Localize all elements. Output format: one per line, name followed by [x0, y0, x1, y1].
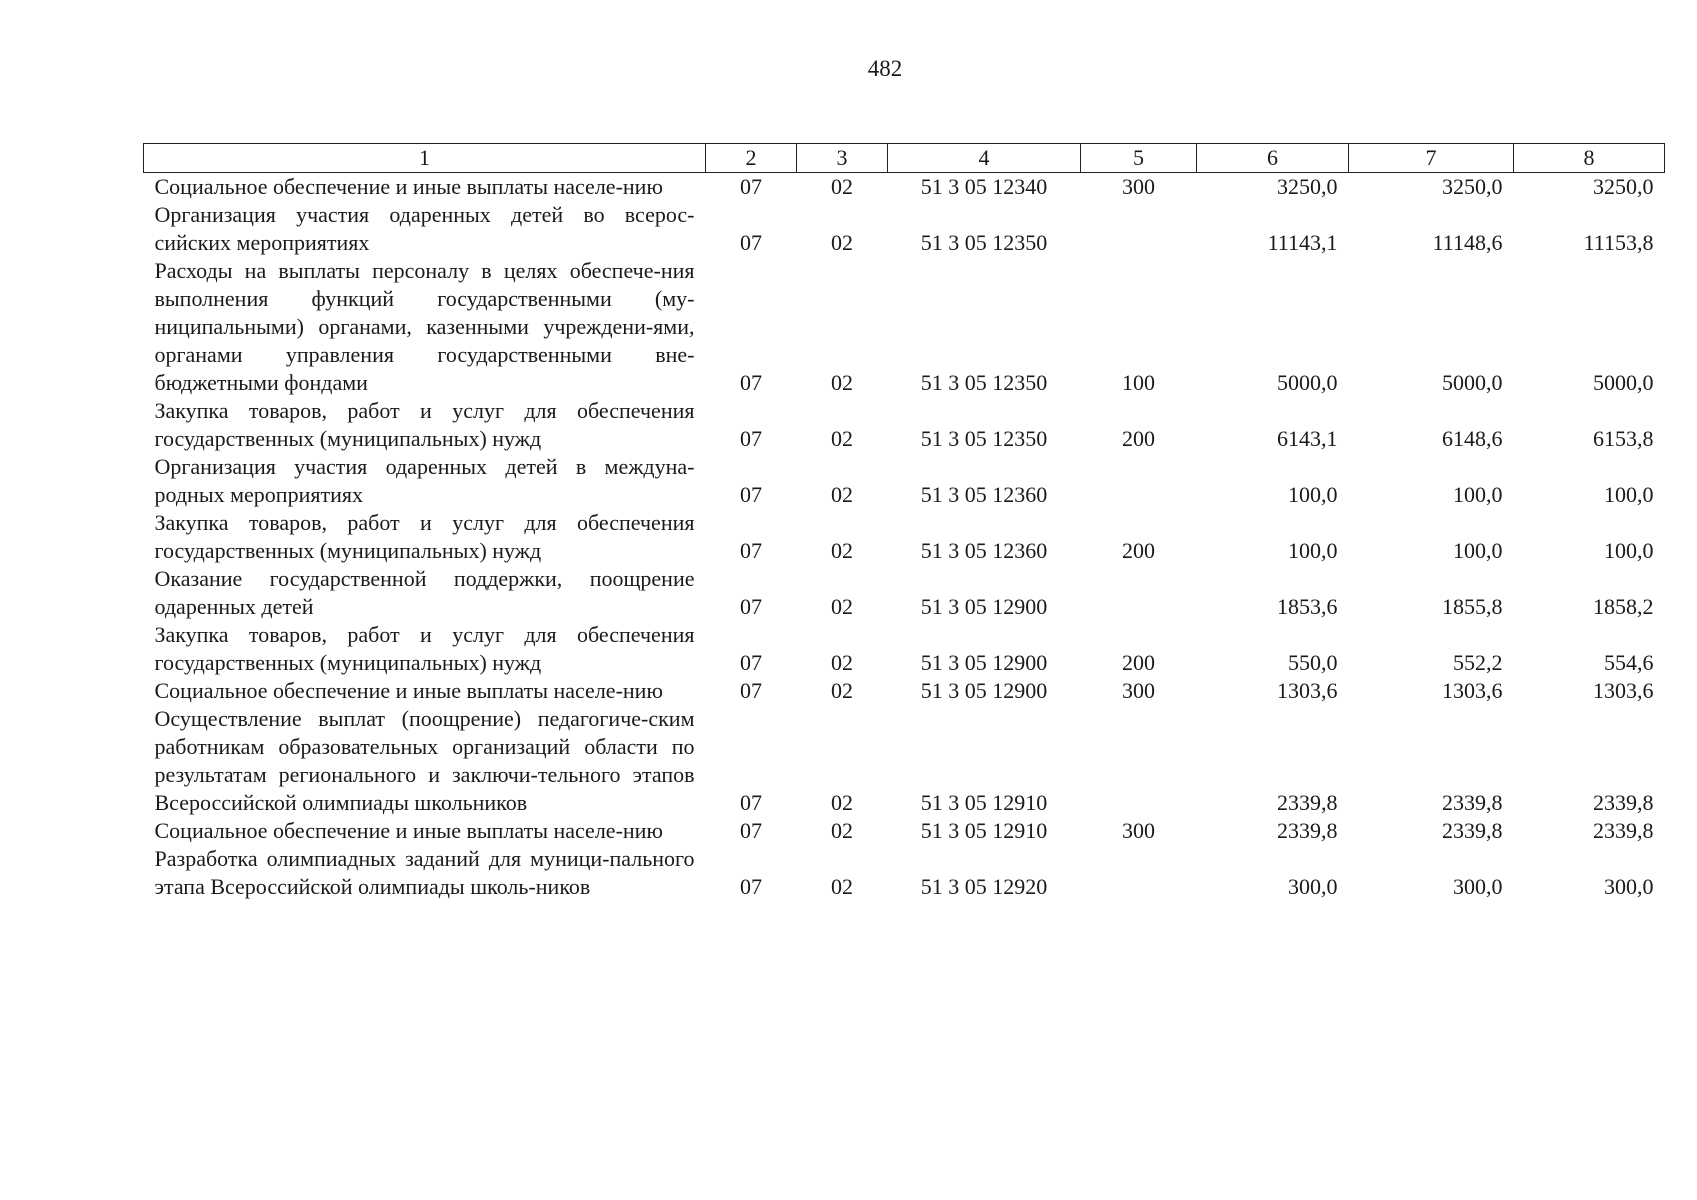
row-section: 07	[740, 230, 762, 255]
row-value-year-1: 5000,0	[1277, 370, 1338, 395]
column-header-6: 6	[1197, 144, 1349, 173]
row-value-year-3: 6153,8	[1593, 426, 1654, 451]
row-value-year-3: 5000,0	[1593, 370, 1654, 395]
table-row	[144, 173, 1665, 202]
row-subsection: 02	[831, 818, 853, 843]
table-row	[144, 509, 1665, 565]
row-expense-type: 300	[1122, 818, 1155, 843]
row-target-code: 51 3 05 12900	[920, 594, 1048, 619]
row-subsection: 02	[831, 230, 853, 255]
row-subsection: 02	[831, 370, 853, 395]
row-value-year-2: 6148,6	[1442, 426, 1503, 451]
row-description: Социальное обеспечение и иные выплаты населе-нию	[154, 174, 663, 199]
table-row	[144, 621, 1665, 677]
row-target-code: 51 3 05 12340	[920, 174, 1048, 199]
row-value-year-3: 1303,6	[1593, 678, 1654, 703]
row-expense-type: 300	[1122, 678, 1155, 703]
row-subsection: 02	[831, 482, 853, 507]
row-value-year-3: 2339,8	[1593, 818, 1654, 843]
table-row	[144, 257, 1665, 397]
header-row	[144, 144, 1665, 173]
row-subsection: 02	[831, 538, 853, 563]
table-row	[144, 705, 1665, 817]
row-value-year-2: 2339,8	[1442, 790, 1503, 815]
row-subsection: 02	[831, 874, 853, 899]
row-value-year-1: 2339,8	[1277, 790, 1338, 815]
row-value-year-2: 2339,8	[1442, 818, 1503, 843]
row-description: Разработка олимпиадных заданий для муници-пального этапа Всероссийской олимпиады школь-ников	[154, 846, 695, 899]
row-subsection: 02	[831, 790, 853, 815]
row-value-year-1: 1303,6	[1277, 678, 1338, 703]
row-value-year-2: 552,2	[1453, 650, 1503, 675]
column-header-8: 8	[1514, 144, 1665, 173]
row-section: 07	[740, 874, 762, 899]
row-section: 07	[740, 174, 762, 199]
table-header	[144, 144, 1665, 173]
row-value-year-3: 2339,8	[1593, 790, 1654, 815]
row-target-code: 51 3 05 12360	[920, 538, 1048, 563]
row-value-year-2: 1855,8	[1442, 594, 1503, 619]
row-value-year-1: 2339,8	[1277, 818, 1338, 843]
table-row	[144, 453, 1665, 509]
column-header-3: 3	[797, 144, 888, 173]
row-value-year-1: 300,0	[1288, 874, 1338, 899]
row-section: 07	[740, 594, 762, 619]
row-expense-type	[1081, 565, 1197, 621]
row-value-year-1: 1853,6	[1277, 594, 1338, 619]
row-value-year-3: 100,0	[1604, 482, 1654, 507]
row-description: Закупка товаров, работ и услуг для обеспечения государственных (муниципальных) нужд	[154, 622, 695, 675]
row-section: 07	[740, 426, 762, 451]
row-section: 07	[740, 790, 762, 815]
row-value-year-2: 3250,0	[1442, 174, 1503, 199]
row-expense-type: 300	[1122, 174, 1155, 199]
table-row	[144, 565, 1665, 621]
row-section: 07	[740, 818, 762, 843]
row-expense-type: 200	[1122, 538, 1155, 563]
table-row	[144, 677, 1665, 705]
column-header-1: 1	[144, 144, 706, 173]
row-subsection: 02	[831, 594, 853, 619]
row-target-code: 51 3 05 12900	[920, 650, 1048, 675]
row-value-year-2: 5000,0	[1442, 370, 1503, 395]
row-description: Осуществление выплат (поощрение) педагогиче-ским работникам образовательных организаций области по результатам регионального и заключи-тельного этапов Всероссийской олимпиады школьников	[154, 706, 695, 815]
column-header-5: 5	[1081, 144, 1197, 173]
row-expense-type	[1081, 201, 1197, 257]
row-expense-type	[1081, 845, 1197, 901]
row-description: Социальное обеспечение и иные выплаты населе-нию	[154, 818, 663, 843]
row-subsection: 02	[831, 426, 853, 451]
row-value-year-3: 11153,8	[1583, 230, 1654, 255]
row-target-code: 51 3 05 12910	[920, 790, 1048, 815]
row-value-year-1: 11143,1	[1267, 230, 1338, 255]
row-section: 07	[740, 370, 762, 395]
row-target-code: 51 3 05 12350	[920, 230, 1048, 255]
row-value-year-3: 3250,0	[1593, 174, 1654, 199]
row-value-year-2: 300,0	[1453, 874, 1503, 899]
row-target-code: 51 3 05 12350	[920, 370, 1048, 395]
table-body	[144, 173, 1665, 902]
row-target-code: 51 3 05 12360	[920, 482, 1048, 507]
row-value-year-1: 100,0	[1288, 482, 1338, 507]
row-section: 07	[740, 650, 762, 675]
row-description: Закупка товаров, работ и услуг для обеспечения государственных (муниципальных) нужд	[154, 510, 695, 563]
table-row	[144, 817, 1665, 845]
column-header-7: 7	[1349, 144, 1514, 173]
row-value-year-3: 1858,2	[1593, 594, 1654, 619]
row-value-year-3: 300,0	[1604, 874, 1654, 899]
row-expense-type: 200	[1122, 426, 1155, 451]
row-section: 07	[740, 482, 762, 507]
row-subsection: 02	[831, 174, 853, 199]
row-description: Оказание государственной поддержки, поощрение одаренных детей	[154, 566, 695, 619]
row-section: 07	[740, 678, 762, 703]
row-value-year-2: 100,0	[1453, 538, 1503, 563]
row-description: Социальное обеспечение и иные выплаты населе-нию	[154, 678, 663, 703]
column-header-2: 2	[706, 144, 797, 173]
row-description: Расходы на выплаты персоналу в целях обеспече-ния выполнения функций государственными (му-ниципальными) органами, казенными учреждени-ями, органами управления государственными вне-бюджетными фондами	[154, 258, 695, 395]
row-target-code: 51 3 05 12910	[920, 818, 1048, 843]
table-row	[144, 201, 1665, 257]
row-section: 07	[740, 538, 762, 563]
row-value-year-2: 11148,6	[1432, 230, 1503, 255]
row-expense-type	[1081, 453, 1197, 509]
page-number: 482	[867, 56, 903, 81]
row-subsection: 02	[831, 650, 853, 675]
row-expense-type: 200	[1122, 650, 1155, 675]
row-description: Закупка товаров, работ и услуг для обеспечения государственных (муниципальных) нужд	[154, 398, 695, 451]
row-value-year-1: 3250,0	[1277, 174, 1338, 199]
row-description: Организация участия одаренных детей в междуна-родных мероприятиях	[154, 454, 695, 507]
table-row	[144, 845, 1665, 901]
row-value-year-3: 100,0	[1604, 538, 1654, 563]
row-value-year-1: 100,0	[1288, 538, 1338, 563]
row-value-year-1: 550,0	[1288, 650, 1338, 675]
row-value-year-2: 1303,6	[1442, 678, 1503, 703]
row-expense-type: 100	[1122, 370, 1155, 395]
table-row	[144, 397, 1665, 453]
row-expense-type	[1081, 705, 1197, 817]
row-value-year-1: 6143,1	[1277, 426, 1338, 451]
row-target-code: 51 3 05 12920	[920, 874, 1048, 899]
column-header-4: 4	[888, 144, 1081, 173]
budget-table	[143, 143, 1665, 901]
row-target-code: 51 3 05 12900	[920, 678, 1048, 703]
row-description: Организация участия одаренных детей во всерос-сийских мероприятиях	[154, 202, 695, 255]
row-value-year-2: 100,0	[1453, 482, 1503, 507]
row-value-year-3: 554,6	[1604, 650, 1654, 675]
row-target-code: 51 3 05 12350	[920, 426, 1048, 451]
row-subsection: 02	[831, 678, 853, 703]
